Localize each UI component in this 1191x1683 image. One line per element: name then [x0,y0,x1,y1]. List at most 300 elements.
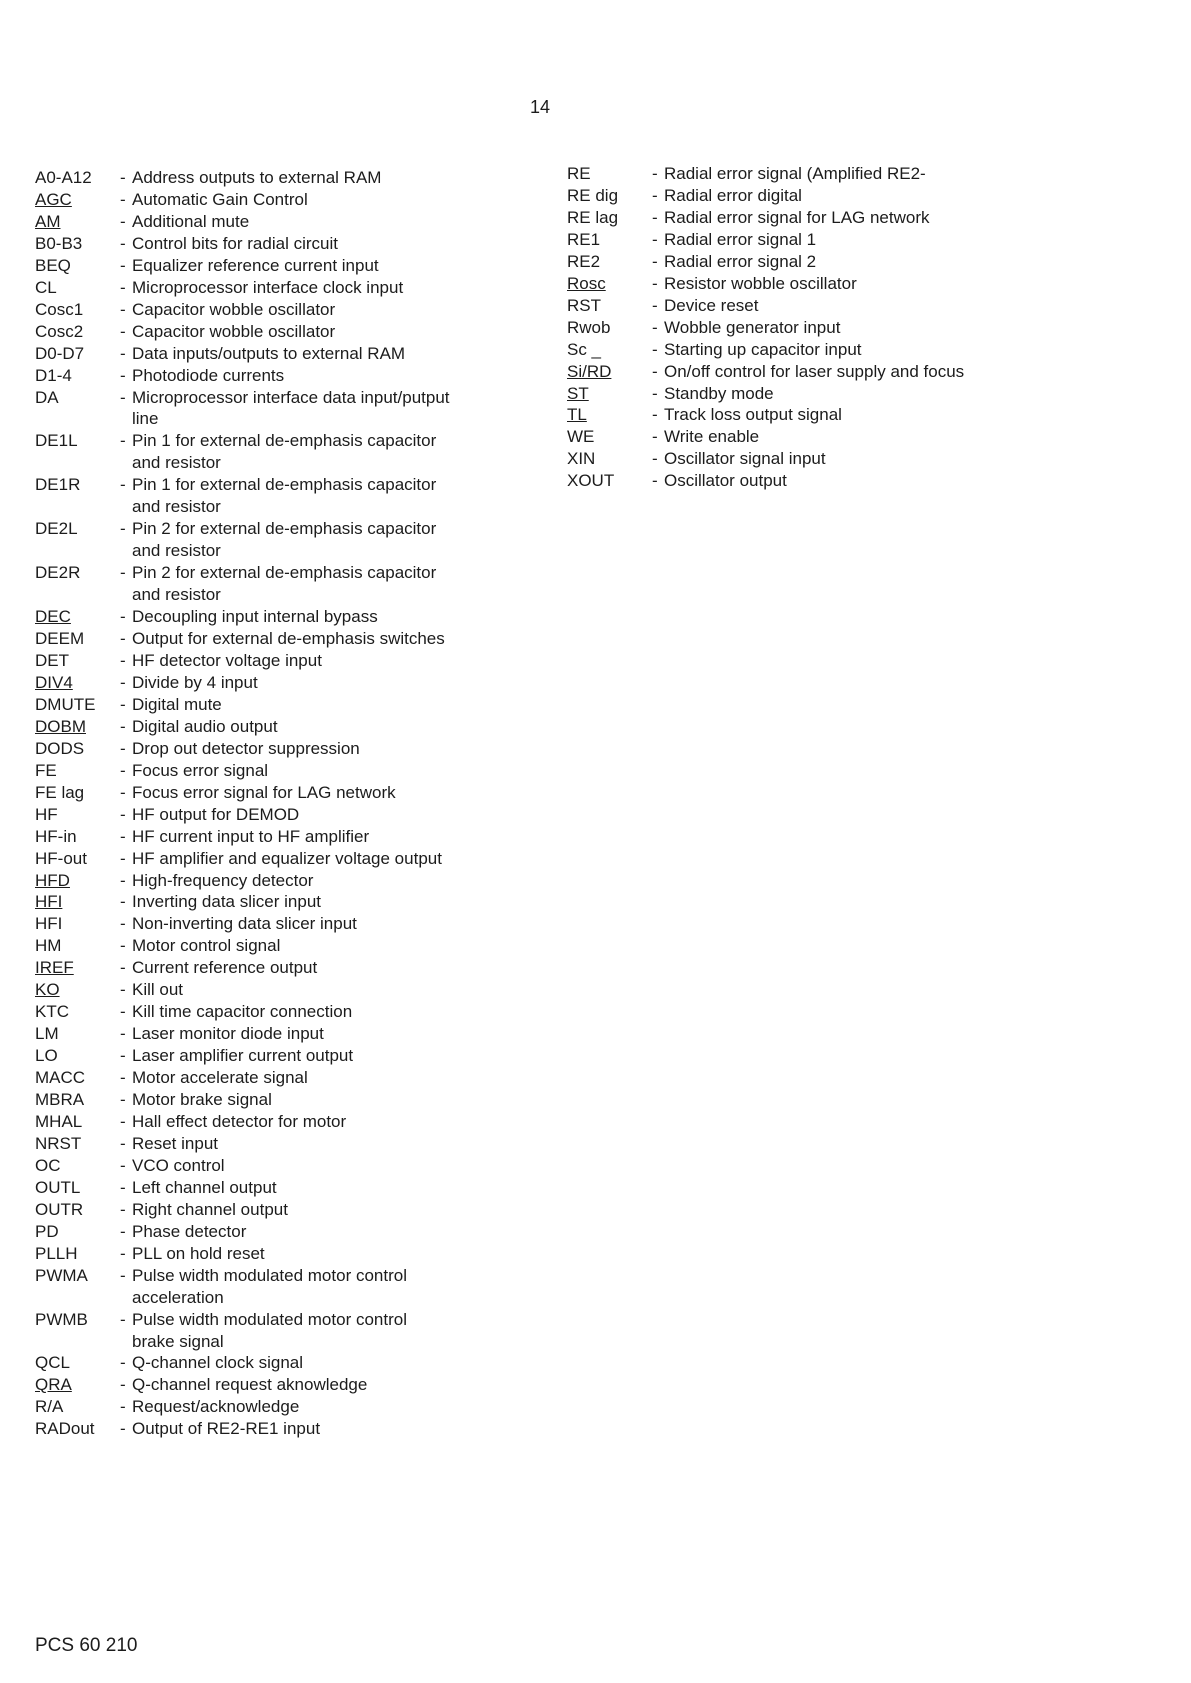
description-text: Output of RE2-RE1 input [132,1419,321,1439]
glossary-description [120,606,505,628]
bullet-dash: - [120,189,126,209]
glossary-description [120,1199,505,1221]
description-text: Oscillator output [664,471,787,491]
bullet-dash: - [120,980,126,1000]
glossary-description [120,299,505,321]
glossary-entry [35,870,505,892]
glossary-entry [35,1111,505,1133]
glossary-term: MBRA [35,1090,85,1110]
glossary-description [120,343,505,365]
glossary-term: FE lag [35,782,85,802]
description-text: Capacitor wobble oscillator [132,299,336,319]
glossary-term: Si/RD [567,361,612,381]
glossary-entry [35,979,505,1001]
bullet-dash: - [120,1155,126,1175]
description-text: Inverting data slicer input [132,892,321,912]
glossary-description [652,448,1047,470]
glossary-description [120,628,505,650]
glossary-description [120,1221,505,1243]
glossary-description [120,277,505,299]
glossary-description [120,672,505,694]
glossary-description [652,339,1047,361]
glossary-entry [35,1352,505,1374]
glossary-entry [567,273,1047,295]
glossary-entry [35,738,505,760]
glossary-description [120,804,505,826]
glossary-description [120,211,505,233]
description-text: Output for external de-emphasis switches [132,629,445,649]
glossary-description [120,826,505,848]
description-text: Standby mode [664,383,774,403]
glossary-term: NRST [35,1133,82,1153]
glossary-description [120,562,505,606]
bullet-dash: - [120,321,126,341]
glossary-description [652,383,1047,405]
bullet-dash: - [120,650,126,670]
glossary-entry [35,1155,505,1177]
glossary-entry [567,426,1047,448]
glossary-description [120,1418,505,1440]
glossary-term: XIN [567,449,596,469]
description-text: Pin 2 for external de-emphasis capacitor [132,563,437,583]
bullet-dash: - [652,207,658,227]
glossary-description [652,251,1047,273]
glossary-term: Cosc1 [35,299,84,319]
glossary-entry [35,935,505,957]
glossary-term: HM [35,936,62,956]
glossary-term: OC [35,1155,61,1175]
glossary-entry [567,361,1047,383]
glossary-description [120,518,505,562]
bullet-dash: - [120,760,126,780]
glossary-description [120,474,505,518]
glossary-term: RE2 [567,251,601,271]
glossary-entry [35,957,505,979]
glossary-entry [35,804,505,826]
glossary-term: RADout [35,1419,95,1439]
description-text: Starting up capacitor input [664,339,862,359]
description-text: Focus error signal for LAG network [132,782,396,802]
description-text: Address outputs to external RAM [132,168,382,187]
glossary-term: Rosc [567,273,606,293]
description-text: Capacitor wobble oscillator [132,321,336,341]
bullet-dash: - [120,255,126,275]
glossary-description [652,404,1047,426]
bullet-dash: - [120,211,126,231]
description-text: Control bits for radial circuit [132,233,338,253]
bullet-dash: - [652,295,658,315]
bullet-dash: - [120,168,126,187]
bullet-dash: - [120,233,126,253]
description-continuation: brake signal [132,1331,224,1351]
glossary-term: AGC [35,189,72,209]
glossary-entry [567,229,1047,251]
description-text: Automatic Gain Control [132,189,308,209]
description-text: HF output for DEMOD [132,804,300,824]
glossary-term: DE2R [35,563,81,583]
glossary-entry [35,1418,505,1440]
glossary-entry [35,474,505,518]
bullet-dash: - [652,185,658,205]
glossary-entry [35,1265,505,1309]
description-text: Pin 1 for external de-emphasis capacitor [132,431,437,451]
glossary-term: CL [35,277,57,297]
glossary-description [652,361,1047,383]
bullet-dash: - [652,449,658,469]
glossary-entry [35,365,505,387]
glossary-term: MHAL [35,1111,83,1131]
description-continuation: and resistor [132,497,221,517]
description-text: Photodiode currents [132,365,285,385]
glossary-term: HF-in [35,826,77,846]
bullet-dash: - [652,317,658,337]
glossary-term: RST [567,295,601,315]
description-text: HF amplifier and equalizer voltage output [132,848,442,868]
description-text: HF detector voltage input [132,650,322,670]
glossary-term: QRA [35,1375,72,1395]
glossary-description [120,716,505,738]
glossary-description [120,650,505,672]
description-text: Radial error digital [664,185,802,205]
glossary-entry [35,1374,505,1396]
glossary-term: DMUTE [35,694,96,714]
description-text: Q-channel request aknowledge [132,1375,368,1395]
glossary-term: A0-A12 [35,168,92,187]
glossary-description [120,1045,505,1067]
glossary-term: RE dig [567,185,619,205]
glossary-description [652,470,1047,492]
glossary-term: D0-D7 [35,343,85,363]
bullet-dash: - [120,826,126,846]
description-text: Motor accelerate signal [132,1068,308,1088]
glossary-term: RE [567,164,591,183]
glossary-description [120,979,505,1001]
description-text: Equalizer reference current input [132,255,379,275]
glossary-entry [35,1177,505,1199]
description-continuation: and resistor [132,453,221,473]
glossary-description [120,1243,505,1265]
glossary-term: DEEM [35,629,85,649]
description-text: Pulse width modulated motor control [132,1265,407,1285]
glossary-term: HFI [35,914,63,934]
glossary-entry [35,167,505,189]
glossary-term: RE lag [567,207,619,227]
bullet-dash: - [120,299,126,319]
description-text: Q-channel clock signal [132,1353,304,1373]
bullet-dash: - [120,1199,126,1219]
glossary-entry [35,891,505,913]
description-text: Reset input [132,1133,218,1153]
glossary-term: ST [567,383,589,403]
description-text: Divide by 4 input [132,672,258,692]
glossary-term: DIV4 [35,672,73,692]
bullet-dash: - [120,1068,126,1088]
description-text: Request/acknowledge [132,1397,300,1417]
bullet-dash: - [652,405,658,425]
glossary-term: HFD [35,870,70,890]
glossary-description [120,694,505,716]
glossary-description [120,321,505,343]
description-text: On/off control for laser supply and focus [664,361,965,381]
description-text: Kill out [132,980,184,1000]
glossary-term: MACC [35,1068,86,1088]
bullet-dash: - [120,607,126,627]
glossary-description [120,1265,505,1309]
glossary-term: B0-B3 [35,233,83,253]
glossary-entry [567,470,1047,492]
description-continuation: and resistor [132,541,221,561]
bullet-dash: - [120,870,126,890]
glossary-description [120,1352,505,1374]
glossary-entry [35,606,505,628]
glossary-description [120,1155,505,1177]
description-continuation: line [132,409,159,429]
document-footer: PCS 60 210 [35,1635,138,1656]
glossary-description [120,935,505,957]
description-text: Left channel output [132,1177,277,1197]
glossary-term: KTC [35,1002,69,1022]
bullet-dash: - [120,1090,126,1110]
glossary-description [120,1023,505,1045]
glossary-description [652,163,1047,185]
glossary-entry [567,207,1047,229]
glossary-term: HF [35,804,58,824]
glossary-entry [35,1243,505,1265]
glossary-entry [567,448,1047,470]
glossary-entry [35,1133,505,1155]
glossary-entry [35,1221,505,1243]
glossary-description [652,207,1047,229]
glossary-entry [35,387,505,431]
bullet-dash: - [120,1221,126,1241]
description-text: Radial error signal for LAG network [664,207,930,227]
glossary-description [120,1001,505,1023]
glossary-entry [35,518,505,562]
glossary-description [120,1374,505,1396]
glossary-term: HF-out [35,848,87,868]
glossary-term: DA [35,387,59,407]
bullet-dash: - [652,361,658,381]
bullet-dash: - [652,427,658,447]
glossary-description [120,1309,505,1353]
description-text: Oscillator signal input [664,449,826,469]
glossary-description [652,295,1047,317]
bullet-dash: - [120,1024,126,1044]
description-text: Radial error signal 1 [664,229,817,249]
glossary-entry [35,1309,505,1353]
glossary-description [120,870,505,892]
bullet-dash: - [120,629,126,649]
glossary-term: TL [567,405,587,425]
bullet-dash: - [120,277,126,297]
bullet-dash: - [120,892,126,912]
description-continuation: acceleration [132,1287,224,1307]
glossary-description [652,229,1047,251]
glossary-entry [35,694,505,716]
glossary-term: PWMB [35,1309,88,1329]
description-text: VCO control [132,1155,225,1175]
glossary-description [120,913,505,935]
description-text: Device reset [664,295,759,315]
glossary-term: DE1R [35,475,81,495]
glossary-entry [35,1045,505,1067]
bullet-dash: - [120,387,126,407]
description-text: Non-inverting data slicer input [132,914,357,934]
glossary-description [652,317,1047,339]
bullet-dash: - [120,475,126,495]
glossary-term: PLLH [35,1243,78,1263]
bullet-dash: - [120,1397,126,1417]
glossary-term: WE [567,427,595,447]
bullet-dash: - [120,563,126,583]
glossary-entry [35,321,505,343]
glossary-entry [35,913,505,935]
description-text: Right channel output [132,1199,288,1219]
bullet-dash: - [120,804,126,824]
glossary-description [120,891,505,913]
glossary-term: R/A [35,1397,64,1417]
glossary-entry [35,430,505,474]
glossary-entry [35,782,505,804]
bullet-dash: - [120,958,126,978]
glossary-entry [35,255,505,277]
description-text: Kill time capacitor connection [132,1002,353,1022]
glossary-term: DE2L [35,519,78,539]
description-text: PLL on hold reset [132,1243,265,1263]
glossary-entry [35,343,505,365]
bullet-dash: - [120,936,126,956]
glossary-term: PD [35,1221,59,1241]
glossary-term: DOBM [35,716,86,736]
description-text: Decoupling input internal bypass [132,607,378,627]
right-glossary-column [567,163,1047,492]
glossary-entry [35,826,505,848]
bullet-dash: - [652,273,658,293]
description-text: High-frequency detector [132,870,314,890]
glossary-description [652,426,1047,448]
bullet-dash: - [120,1046,126,1066]
glossary-term: FE [35,760,57,780]
left-glossary-column [35,167,505,1440]
glossary-description [120,848,505,870]
glossary-entry [567,404,1047,426]
glossary-term: AM [35,211,61,231]
bullet-dash: - [120,1177,126,1197]
description-text: Track loss output signal [664,405,842,425]
glossary-entry [35,650,505,672]
glossary-entry [35,1023,505,1045]
glossary-description [120,1067,505,1089]
glossary-description [120,167,505,189]
description-text: Microprocessor interface clock input [132,277,404,297]
glossary-entry [567,185,1047,207]
description-text: Pulse width modulated motor control [132,1309,407,1329]
glossary-entry [35,1001,505,1023]
description-text: Motor brake signal [132,1090,272,1110]
glossary-entry [35,211,505,233]
description-text: Laser amplifier current output [132,1046,354,1066]
glossary-term: Cosc2 [35,321,84,341]
bullet-dash: - [120,738,126,758]
description-text: Laser monitor diode input [132,1024,324,1044]
glossary-entry [35,189,505,211]
glossary-description [120,738,505,760]
bullet-dash: - [120,1133,126,1153]
glossary-term: XOUT [567,471,615,491]
glossary-term: KO [35,980,60,1000]
glossary-description [120,387,505,431]
bullet-dash: - [652,164,658,183]
glossary-entry [35,1396,505,1418]
glossary-term: OUTL [35,1177,81,1197]
glossary-description [120,255,505,277]
glossary-description [120,957,505,979]
glossary-entry [35,1067,505,1089]
glossary-term: BEQ [35,255,71,275]
glossary-entry [35,760,505,782]
glossary-description [120,1133,505,1155]
glossary-description [120,430,505,474]
description-text: Write enable [664,427,760,447]
bullet-dash: - [652,471,658,491]
glossary-entry [567,383,1047,405]
bullet-dash: - [120,1375,126,1395]
glossary-entry [567,251,1047,273]
glossary-term: HFI [35,892,63,912]
description-text: Resistor wobble oscillator [664,273,857,293]
glossary-entry [35,1089,505,1111]
bullet-dash: - [120,343,126,363]
bullet-dash: - [120,914,126,934]
glossary-term: Sc _ [567,339,602,359]
glossary-entry [567,295,1047,317]
bullet-dash: - [120,431,126,451]
glossary-term: DODS [35,738,85,758]
glossary-description [120,1396,505,1418]
glossary-description [120,760,505,782]
bullet-dash: - [120,1353,126,1373]
glossary-entry [35,628,505,650]
glossary-term: IREF [35,958,74,978]
glossary-entry [35,1199,505,1221]
glossary-entry [35,233,505,255]
glossary-term: RE1 [567,229,601,249]
description-text: Current reference output [132,958,318,978]
glossary-entry [567,339,1047,361]
glossary-description [120,1177,505,1199]
description-text: Data inputs/outputs to external RAM [132,343,406,363]
glossary-term: PWMA [35,1265,88,1285]
glossary-term: D1-4 [35,365,72,385]
bullet-dash: - [120,519,126,539]
description-text: Hall effect detector for motor [132,1111,347,1131]
bullet-dash: - [652,229,658,249]
glossary-description [120,782,505,804]
page-number: 14 [529,97,551,117]
glossary-description [120,365,505,387]
glossary-entry [567,163,1047,185]
glossary-description [120,233,505,255]
description-text: Focus error signal [132,760,269,780]
bullet-dash: - [120,1309,126,1329]
bullet-dash: - [120,365,126,385]
glossary-entry [35,848,505,870]
glossary-entry [35,716,505,738]
glossary-entry [35,672,505,694]
glossary-description [652,185,1047,207]
bullet-dash: - [120,716,126,736]
bullet-dash: - [120,1002,126,1022]
